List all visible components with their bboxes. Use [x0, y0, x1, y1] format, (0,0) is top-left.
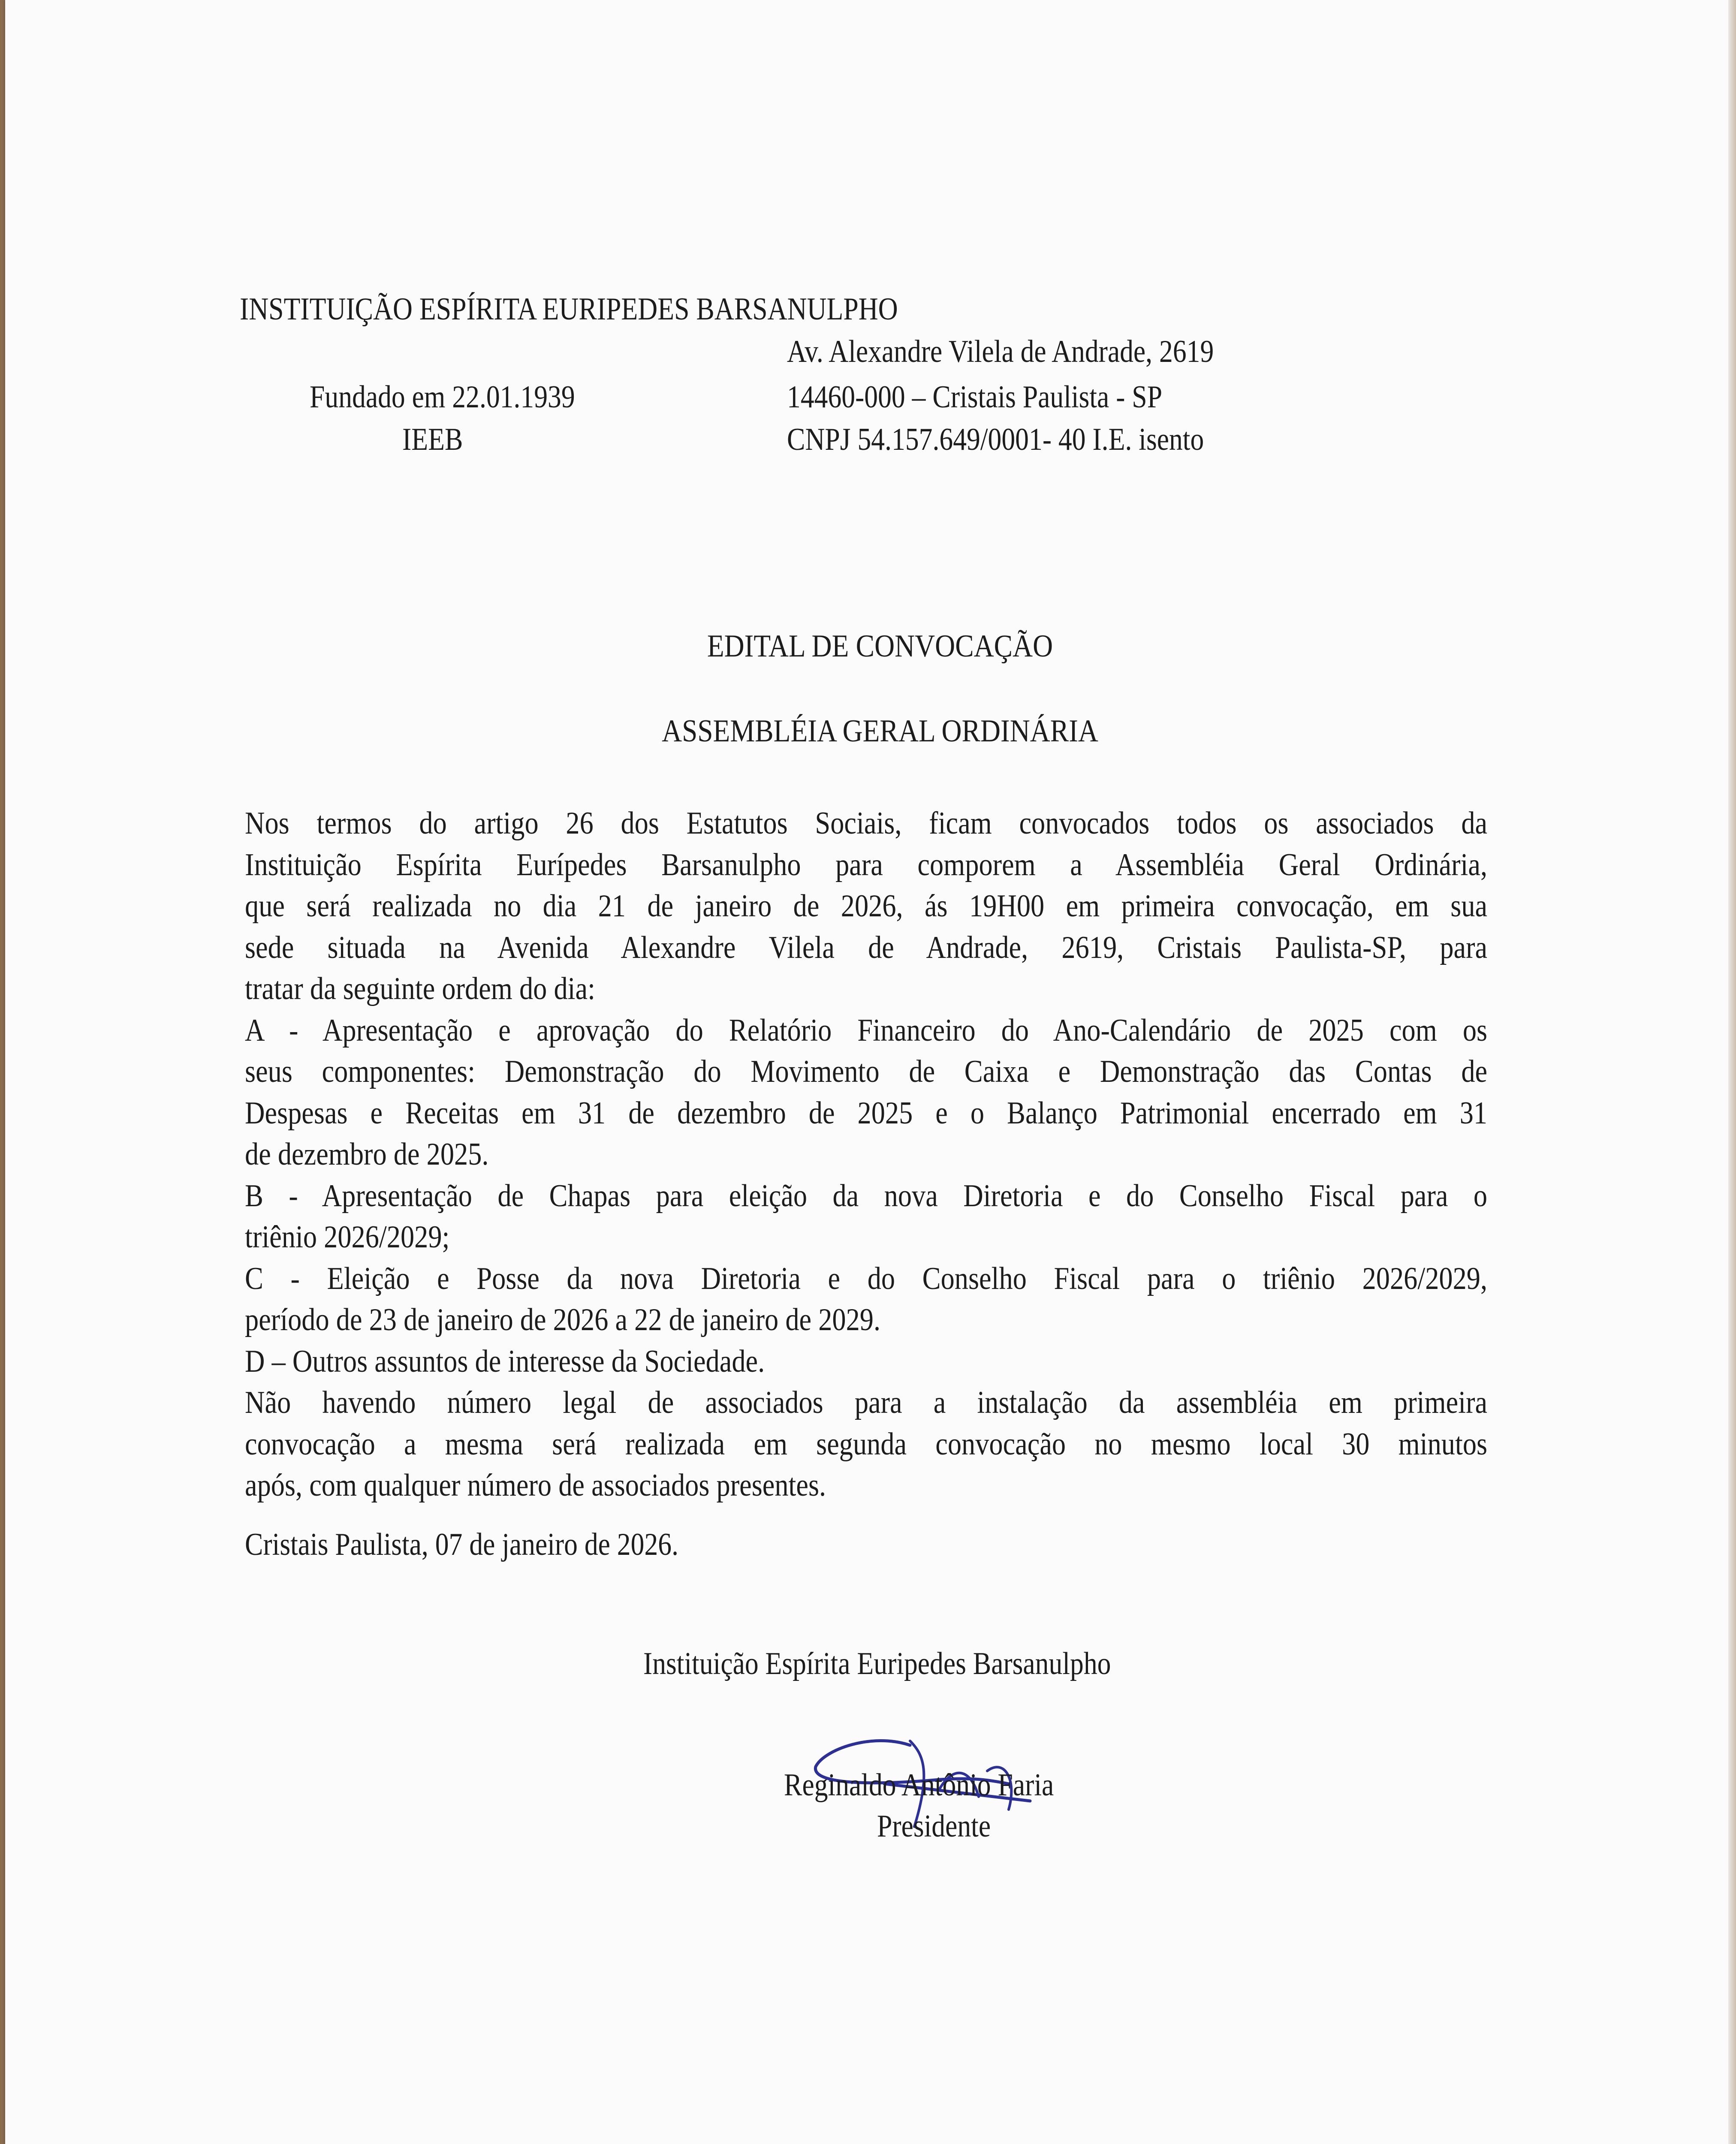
agenda-item-c: C - Eleição e Posse da nova Diretoria e do Conselho Fiscal para o triênio 2026/2029,	[245, 1261, 1488, 1296]
body-line: que será realizada no dia 21 de janeiro de 2026, ás 19H00 em primeira convocação, em sua	[245, 888, 1488, 924]
letterhead-acronym: IEEB	[402, 422, 463, 457]
letterhead-institution-name: INSTITUIÇÃO ESPÍRITA EURIPEDES BARSANULPHO	[240, 292, 898, 327]
body-line: triênio 2026/2029;	[245, 1220, 450, 1255]
place-date: Cristais Paulista, 07 de janeiro de 2026.	[245, 1527, 679, 1562]
agenda-item-b: B - Apresentação de Chapas para eleição da nova Diretoria e do Conselho Fiscal para o	[245, 1178, 1488, 1214]
letterhead-zip-city: 14460-000 – Cristais Paulista - SP	[787, 379, 1163, 415]
body-line: após, com qualquer número de associados presentes.	[245, 1468, 826, 1503]
document-body	[245, 803, 1487, 1506]
signatory-name: Reginaldo Antônio Faria	[784, 1768, 1054, 1803]
body-line: seus componentes: Demonstração do Movimento de Caixa e Demonstração das Contas de	[245, 1054, 1488, 1089]
body-line: período de 23 de janeiro de 2026 a 22 de janeiro de 2029.	[245, 1302, 881, 1337]
signatory-role: Presidente	[877, 1809, 991, 1844]
body-line: de dezembro de 2025.	[245, 1137, 489, 1172]
agenda-item-a: A - Apresentação e aprovação do Relatório Financeiro do Ano-Calendário de 2025 com os	[245, 1012, 1488, 1048]
document-title: EDITAL DE CONVOCAÇÃO	[707, 629, 1053, 664]
paper-right-edge	[1728, 0, 1736, 2144]
quorum-notice: Não havendo número legal de associados para a instalação da assembléia em primeira	[245, 1385, 1488, 1420]
document-page	[5, 0, 1728, 2144]
body-line: Despesas e Receitas em 31 de dezembro de 2025 e o Balanço Patrimonial encerrado em 31	[245, 1095, 1488, 1131]
body-line: tratar da seguinte ordem do dia:	[245, 971, 595, 1006]
body-line: sede situada na Avenida Alexandre Vilela de Andrade, 2619, Cristais Paulista-SP, para	[245, 930, 1488, 965]
letterhead-cnpj: CNPJ 54.157.649/0001- 40 I.E. isento	[787, 422, 1204, 457]
body-line: Nos termos do artigo 26 dos Estatutos Sociais, ficam convocados todos os associados da	[245, 806, 1488, 841]
signing-organization: Instituição Espírita Euripedes Barsanulpho	[643, 1646, 1111, 1681]
body-line: convocação a mesma será realizada em segunda convocação no mesmo local 30 minutos	[245, 1426, 1488, 1462]
document-subtitle: ASSEMBLÉIA GERAL ORDINÁRIA	[662, 714, 1098, 749]
letterhead-address: Av. Alexandre Vilela de Andrade, 2619	[787, 334, 1214, 369]
letterhead-founded: Fundado em 22.01.1939	[310, 379, 575, 415]
body-line: Instituição Espírita Eurípedes Barsanulpho para comporem a Assembléia Geral Ordinária,	[245, 847, 1488, 882]
agenda-item-d: D – Outros assuntos de interesse da Sociedade.	[245, 1343, 765, 1379]
